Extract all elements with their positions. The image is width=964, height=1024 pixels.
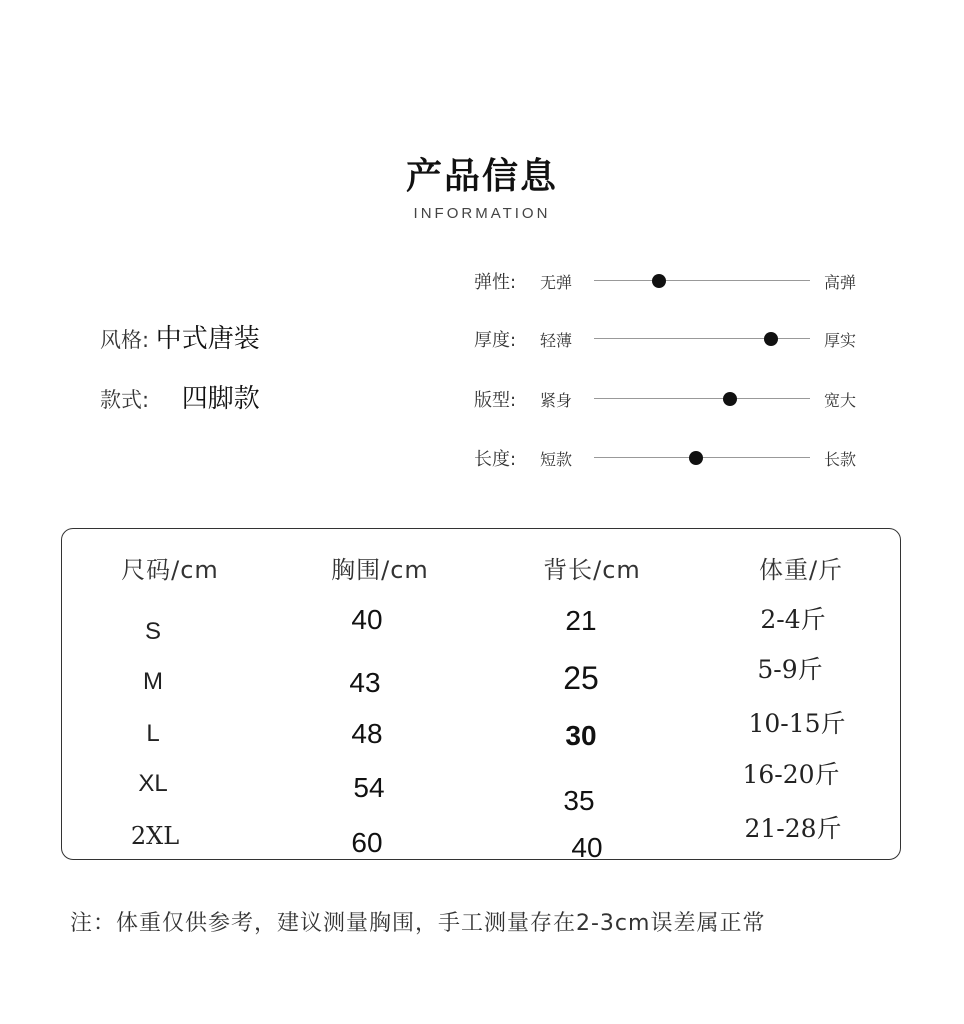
slider-length [474,445,874,469]
page-title: 产品信息 [405,156,558,197]
slider-elasticity [474,268,874,292]
table-cell-chest: 60 [351,827,383,858]
table-cell-weight: 21-28斤 [744,814,842,843]
table-cell-size: S [144,618,161,645]
slider-track [594,280,810,281]
table-cell-back-length: 30 [565,720,597,751]
table-cell-back-length: 35 [563,785,595,816]
slider-thickness [474,326,874,350]
slider-max-label: 宽大 [824,391,857,410]
table-header-weight: 体重/斤 [758,556,844,584]
slider-label: 长度: [474,449,517,470]
attr-type-value: 四脚款 [181,384,260,414]
slider-label: 厚度: [474,330,517,351]
table-cell-chest: 40 [351,604,383,635]
slider-label: 版型: [474,390,517,411]
slider-track [594,398,810,399]
table-header-size: 尺码/cm [121,556,219,584]
attr-type-label: 款式: [100,388,150,412]
slider-max-label: 高弹 [824,273,857,292]
slider-dot [723,392,737,406]
attr-style [100,318,260,355]
table-header-back-length: 背长/cm [543,556,641,584]
slider-min-label: 轻薄 [540,331,573,350]
table-cell-back-length: 25 [563,660,599,696]
table-cell-size: XL [138,770,168,797]
table-cell-back-length: 40 [571,832,603,863]
table-cell-weight: 2-4斤 [760,605,826,634]
attr-type [100,378,260,415]
table-cell-back-length: 21 [565,605,597,636]
slider-dot [652,274,666,288]
attr-style-label: 风格: [100,328,150,352]
slider-min-label: 无弹 [540,273,573,292]
attr-style-value: 中式唐装 [155,324,260,354]
slider-label: 弹性: [474,272,517,293]
slider-fit [474,386,874,410]
slider-max-label: 厚实 [824,331,857,350]
table-cell-weight: 5-9斤 [757,655,823,684]
slider-min-label: 紧身 [540,391,573,410]
table-cell-weight: 16-20斤 [742,760,840,789]
table-cell-chest: 54 [353,772,385,803]
table-cell-size: L [146,720,160,747]
table-header-chest: 胸围/cm [331,556,429,584]
slider-dot [689,451,703,465]
table-cell-weight: 10-15斤 [748,709,846,738]
table-cell-chest: 43 [349,667,381,698]
page-subtitle: INFORMATION [413,205,551,222]
table-cell-size: 2XL [130,822,180,850]
table-cell-size: M [143,668,163,695]
slider-min-label: 短款 [540,450,573,469]
table-cell-chest: 48 [351,718,383,749]
footnote: 注：体重仅供参考，建议测量胸围，手工测量存在2-3cm误差属正常 [70,911,766,936]
slider-dot [764,332,778,346]
slider-max-label: 长款 [824,450,857,469]
